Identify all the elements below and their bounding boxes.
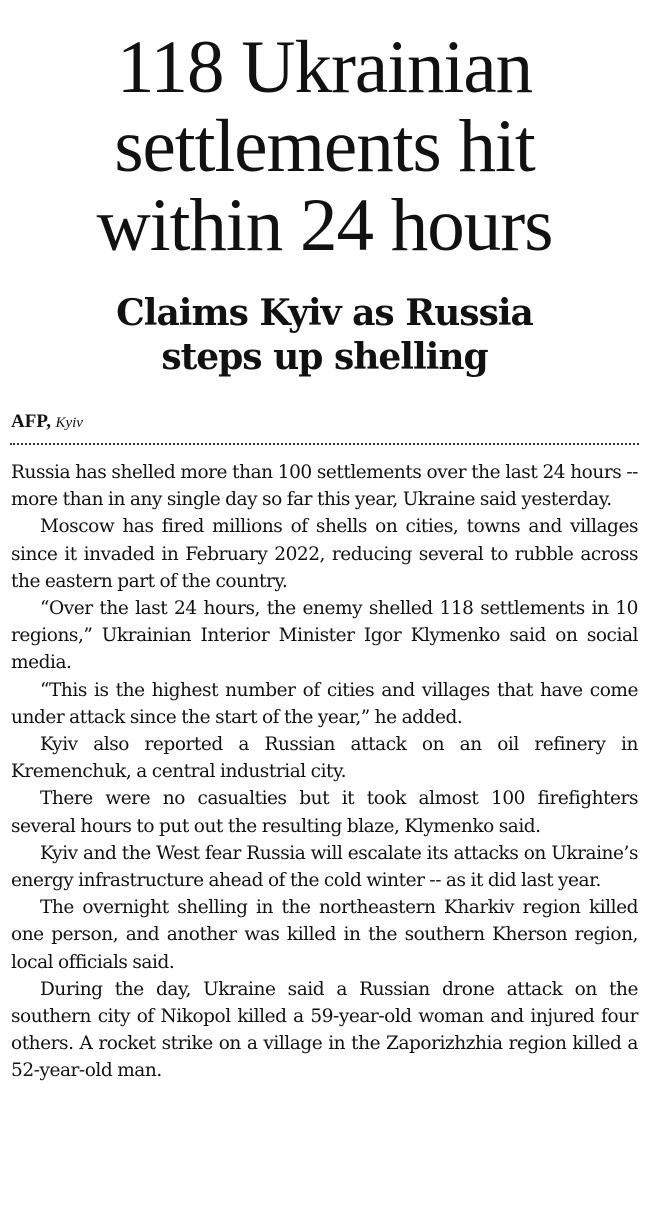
subheadline-line: steps up shelling: [161, 336, 488, 378]
byline-dateline: Kyiv: [55, 415, 83, 431]
article-paragraph: Russia has shelled more than 100 settlements over the last 24 hours -- more than in any single day so far this year, Ukraine said yesterday.: [11, 462, 638, 511]
article-paragraph: There were no casualties but it took almost 100 firefighters several hours to put out the resulting blaze, Klymenko said.: [11, 788, 638, 837]
headline-line: within 24 hours: [96, 184, 553, 267]
subheadline-line: Claims Kyiv as Russia: [116, 292, 533, 334]
article-paragraph: “This is the highest number of cities and villages that have come under attack since the start of the year,” he added.: [11, 679, 638, 728]
byline: [11, 410, 83, 434]
byline-agency: AFP,: [11, 411, 51, 432]
article-paragraph: Kyiv and the West fear Russia will escalate its attacks on Ukraine’s energy infrastructure ahead of the cold winter -- as it did last year.: [11, 842, 638, 892]
subheadline: [0, 291, 649, 379]
headline-line: 118 Ukrainian: [116, 26, 533, 109]
article-paragraph: Kyiv also reported a Russian attack on an oil refinery in Kremenchuk, a central industrial city.: [11, 734, 638, 783]
article-paragraph: Moscow has fired millions of shells on cities, towns and villages since it invaded in February 2022, reducing several to rubble across the eastern part of the country.: [11, 516, 638, 592]
headline: [0, 28, 649, 265]
article-paragraph: The overnight shelling in the northeastern Kharkiv region killed one person, and another was killed in the southern Kherson region, local officials said.: [11, 897, 638, 973]
article-body: [11, 459, 638, 1085]
dotted-divider: [10, 443, 639, 445]
article-paragraph: During the day, Ukraine said a Russian drone attack on the southern city of Nikopol killed a 59-year-old woman and injured four others. A rocket strike on a village in the Zaporizhzhia region killed a 52-year-old man.: [11, 978, 638, 1082]
article-paragraph: “Over the last 24 hours, the enemy shelled 118 settlements in 10 regions,” Ukrainian Interior Minister Igor Klymenko said on social media.: [11, 598, 638, 674]
headline-line: settlements hit: [114, 105, 535, 188]
